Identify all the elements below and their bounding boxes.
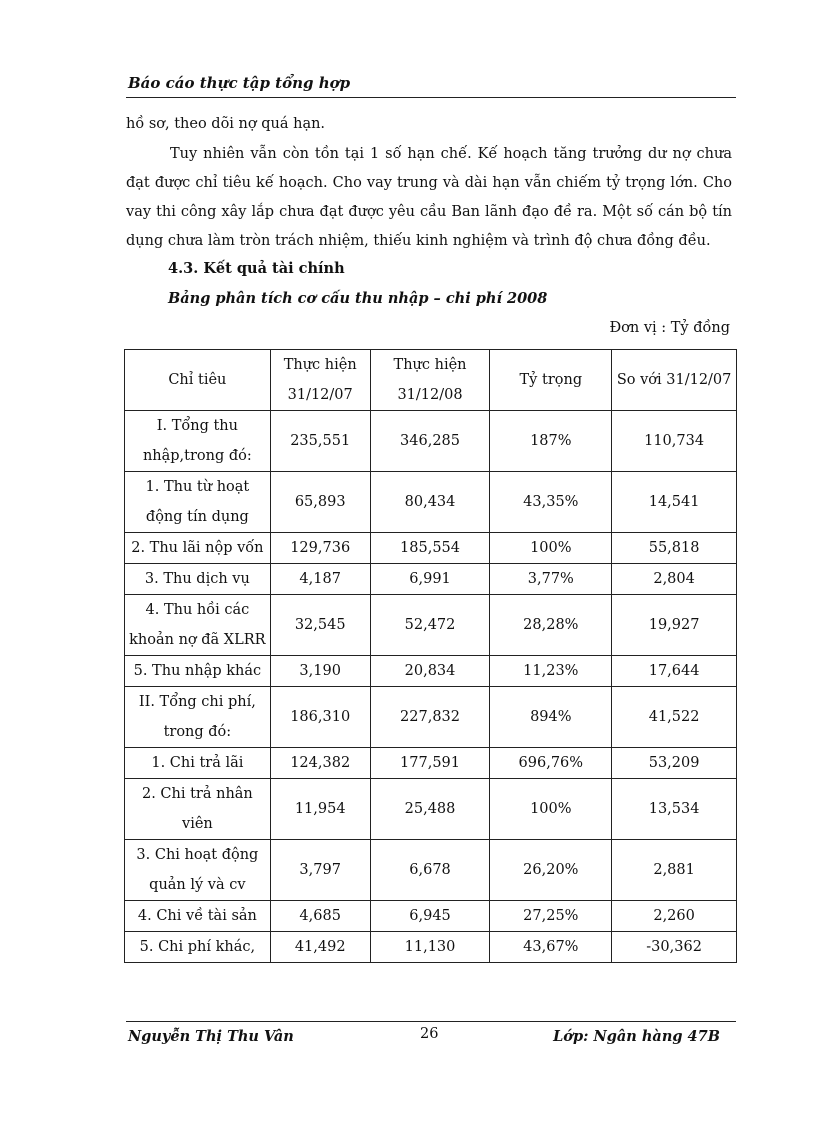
table-cell: 235,551 — [270, 411, 370, 472]
table-cell: 3,190 — [270, 656, 370, 687]
table-cell: 100% — [490, 779, 612, 840]
table-row — [125, 595, 737, 656]
row-label: I. Tổng thu nhập,trong đó: — [125, 411, 271, 472]
table-row — [125, 932, 737, 963]
table-row — [125, 411, 737, 472]
table-cell: 43,35% — [490, 472, 612, 533]
header-rule — [126, 97, 736, 98]
table-cell: 4,685 — [270, 901, 370, 932]
table-cell: 14,541 — [612, 472, 737, 533]
table-cell: 52,472 — [370, 595, 490, 656]
table-cell: 41,522 — [612, 687, 737, 748]
table-cell: 2,260 — [612, 901, 737, 932]
header-cell: So với 31/12/07 — [612, 350, 737, 411]
footer-rule — [126, 1021, 736, 1022]
table-cell: 124,382 — [270, 748, 370, 779]
table-cell: -30,362 — [612, 932, 737, 963]
table-row — [125, 687, 737, 748]
table-cell: 43,67% — [490, 932, 612, 963]
table-cell: 3,77% — [490, 564, 612, 595]
table-row — [125, 779, 737, 840]
header-cell: Tỷ trọng — [490, 350, 612, 411]
paragraph-2: Tuy nhiên vẫn còn tồn tại 1 số hạn chế. Kế hoạch tăng trưởng dư nợ chưa đạt được chỉ tiêu kế hoạch. Cho vay trung và dài hạn vẫn chiếm tỷ trọng lớn. Cho vay thi công xây lắp chưa đạt được yêu cầu Ban lãnh đạo đề ra. Một số cán bộ tín dụng chưa làm tròn trách nhiệm, thiếu kinh nghiệm và trình độ chưa đồng đều. — [126, 146, 732, 249]
table-cell: 13,534 — [612, 779, 737, 840]
section-heading: 4.3. Kết quả tài chính — [168, 260, 345, 277]
row-label: II. Tổng chi phí, trong đó: — [125, 687, 271, 748]
table-cell: 894% — [490, 687, 612, 748]
table-cell: 11,954 — [270, 779, 370, 840]
row-label: 1. Chi trả lãi — [125, 748, 271, 779]
table-cell: 4,187 — [270, 564, 370, 595]
table-cell: 129,736 — [270, 533, 370, 564]
table-cell: 55,818 — [612, 533, 737, 564]
row-label: 4. Thu hồi các khoản nợ đã XLRR — [125, 595, 271, 656]
table-cell: 11,130 — [370, 932, 490, 963]
table-cell: 53,209 — [612, 748, 737, 779]
table-cell: 65,893 — [270, 472, 370, 533]
table-cell: 100% — [490, 533, 612, 564]
header-cell: Chỉ tiêu — [125, 350, 271, 411]
page-number: 26 — [420, 1026, 439, 1042]
table-cell: 19,927 — [612, 595, 737, 656]
header-title: Báo cáo thực tập tổng hợp — [128, 74, 351, 92]
table-cell: 2,881 — [612, 840, 737, 901]
table-row — [125, 533, 737, 564]
row-label: 2. Chi trả nhân viên — [125, 779, 271, 840]
table-row — [125, 564, 737, 595]
table-cell: 185,554 — [370, 533, 490, 564]
table-cell: 110,734 — [612, 411, 737, 472]
row-label: 3. Chi hoạt động quản lý và cv — [125, 840, 271, 901]
table-cell: 28,28% — [490, 595, 612, 656]
row-label: 3. Thu dịch vụ — [125, 564, 271, 595]
row-label: 2. Thu lãi nộp vốn — [125, 533, 271, 564]
unit-note: Đơn vị : Tỷ đồng — [609, 320, 730, 336]
row-label: 5. Chi phí khác, — [125, 932, 271, 963]
table-cell: 227,832 — [370, 687, 490, 748]
table-cell: 696,76% — [490, 748, 612, 779]
header-cell: Thực hiện 31/12/07 — [270, 350, 370, 411]
table-row — [125, 472, 737, 533]
table-cell: 2,804 — [612, 564, 737, 595]
table-cell: 6,945 — [370, 901, 490, 932]
table-cell: 25,488 — [370, 779, 490, 840]
table-cell: 187% — [490, 411, 612, 472]
table-cell: 20,834 — [370, 656, 490, 687]
table-row — [125, 840, 737, 901]
table-header-row — [125, 350, 737, 411]
table-cell: 6,678 — [370, 840, 490, 901]
footer-author: Nguyễn Thị Thu Vân — [128, 1028, 294, 1045]
header-cell: Thực hiện 31/12/08 — [370, 350, 490, 411]
table-cell: 346,285 — [370, 411, 490, 472]
paragraph-1: hồ sơ, theo dõi nợ quá hạn. — [126, 116, 326, 132]
row-label: 5. Thu nhập khác — [125, 656, 271, 687]
table-cell: 27,25% — [490, 901, 612, 932]
table-row — [125, 901, 737, 932]
table-row — [125, 748, 737, 779]
table-row — [125, 656, 737, 687]
table-cell: 6,991 — [370, 564, 490, 595]
table-cell: 41,492 — [270, 932, 370, 963]
table-cell: 3,797 — [270, 840, 370, 901]
table-cell: 26,20% — [490, 840, 612, 901]
footer-class-label: Lớp: Ngân hàng 47B — [553, 1028, 720, 1045]
table-cell: 80,434 — [370, 472, 490, 533]
table-cell: 177,591 — [370, 748, 490, 779]
table-cell: 186,310 — [270, 687, 370, 748]
row-label: 4. Chi về tài sản — [125, 901, 271, 932]
financial-table — [124, 349, 737, 963]
row-label: 1. Thu từ hoạt động tín dụng — [125, 472, 271, 533]
table-cell: 17,644 — [612, 656, 737, 687]
table-cell: 11,23% — [490, 656, 612, 687]
table-title: Bảng phân tích cơ cấu thu nhập – chi phí 2008 — [168, 290, 548, 307]
table-cell: 32,545 — [270, 595, 370, 656]
